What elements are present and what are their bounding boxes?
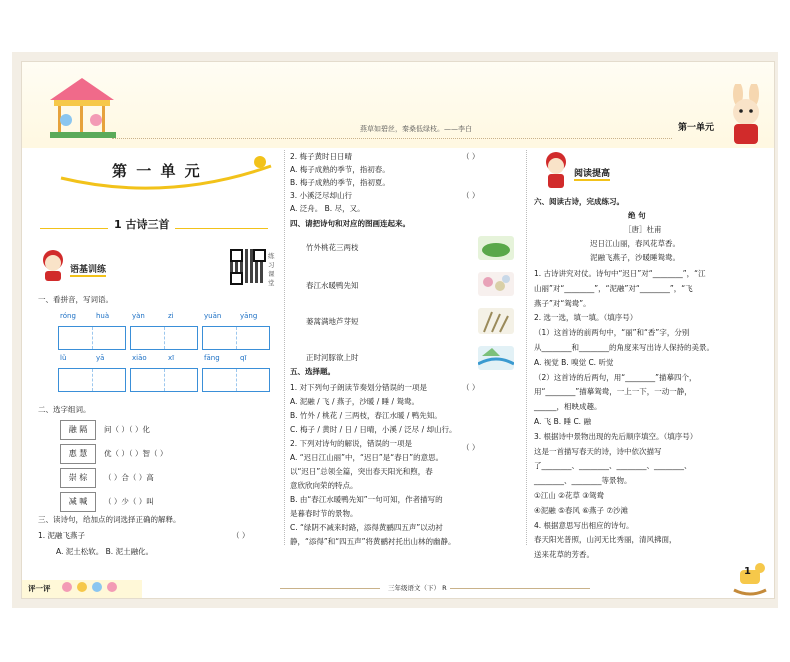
q5-paren-2: （ ） [462,443,480,452]
blossom-picture-icon [478,272,514,296]
header-quote: 燕草如碧丝，秦桑低绿枝。——李白 [360,125,472,133]
q5-paren-1: （ ） [462,383,480,392]
q3-item-1-options: A. 泥土松软。 B. 泥土融化。 [56,547,154,556]
right-line: ________、________等景物。 [534,476,632,486]
choice-blanks[interactable]: 问（ ）（ ）化 [104,425,151,434]
girl-mascot-icon [38,248,68,282]
carousel-icon [42,76,122,140]
right-line: 春天阳光普照，山河无比秀丽，清风拂面， [534,535,677,545]
writing-grid[interactable] [58,326,126,350]
column-divider [526,150,527,545]
right-line: 3. 根据诗中景物出现的先后顺序填空。（填序号） [534,431,698,441]
section-label-reading: 阅读提高 [574,166,610,181]
match-verse[interactable]: 正时河豚欲上时 [306,353,359,362]
right-line: 2. 选一选，填一填。（填序号） [534,313,638,323]
pinyin-label: xiāo [132,354,147,362]
right-line: 山丽”对“________”，“泥融”对“________”，“飞 [534,283,693,293]
choice-blanks[interactable]: （ ）合（ ）高 [104,473,154,482]
q5-line: 是暮春时节的景物。 [290,509,358,518]
poem-title: 绝 句 [628,211,646,220]
q5-line: B. 由“春江水暖鸭先知”一句可知，作者描写的 [290,495,443,504]
footer-book-title: 三年级语文（下） R [388,584,447,592]
column-divider [284,150,285,545]
footer-rule [450,588,590,589]
right-line: 用“________”描摹鸳鸯，一上一下，一动一静， [534,387,692,397]
choice-characters-box: 减 喊 [60,492,96,512]
writing-grid[interactable] [202,368,270,392]
river-picture-icon [478,346,514,370]
section-label-basics: 语基训练 [70,262,106,277]
question-3: 三、读诗句，给加点的词选择正确的解释。 [38,515,181,524]
right-line: 送来花草的芳香。 [534,550,594,560]
poem-line-2: 泥融飞燕子，沙暖睡鸳鸯。 [590,253,680,262]
choice-blanks[interactable]: 优（ ）（ ）智（ ） [104,449,168,458]
header-divider [112,138,672,139]
writing-grid[interactable] [58,368,126,392]
right-line: 了________、________、________、________、 [534,461,692,471]
choice-characters-box: 惠 慧 [60,444,96,464]
question-1: 一、看拼音，写词语。 [38,295,113,304]
right-line: A. 飞 B. 睡 C. 融 [534,417,591,426]
footer-evaluate-label: 评一评 [28,584,51,593]
q5-line: A. 泥融 / 飞 / 燕子，沙暖 / 睡 / 鸳鸯。 [290,397,419,406]
writing-grid[interactable] [130,326,198,350]
girl-mascot-icon [540,150,572,190]
q5-line: 1. 对下列句子朗读节奏划分错误的一项是 [290,383,428,392]
mid-line: 四、请把诗句和对应的图画连起来。 [290,219,410,228]
pinyin-label: róng [60,312,76,320]
right-line: 1. 古诗讲究对仗。诗句中“迟日”对“________”，“江 [534,269,706,278]
question-5: 五、选择题。 [290,367,335,376]
match-verse[interactable]: 春江水暖鸭先知 [306,281,359,290]
pinyin-label: zi [168,312,174,320]
qr-caption: 练习课堂 [268,252,275,287]
qr-corner [230,249,243,262]
question-2: 二、选字组词。 [38,405,91,414]
choice-blanks[interactable]: （ ）少（ ）叫 [104,497,154,506]
right-line: 这是一首描写春天的诗，诗中依次描写 [534,446,662,456]
pinyin-label: xī [168,354,175,362]
poem-author: ［唐］杜甫 [624,225,662,234]
q5-line: 意欣欣向荣的特点。 [290,481,358,490]
q5-line: A. “迟日江山丽”中，“迟日”是“春日”的意思。 [290,453,444,462]
writing-grid[interactable] [202,326,270,350]
reeds-picture-icon [478,308,514,334]
mid-line: A. 泛舟。 B. 尽，又。 [290,204,365,213]
unit-title: 第 一 单 元 [112,162,202,180]
right-line: （2）这首诗的后两句，用“________”描摹四个， [534,372,697,382]
pinyin-label: qī [240,354,247,362]
match-verse[interactable]: 竹外桃花三两枝 [306,243,359,252]
q5-line: B. 竹外 / 桃花 / 三两枝，春江水暖 / 鸭先知。 [290,411,442,420]
lesson-title: 1 古诗三首 [108,216,175,232]
pinyin-label: huà [96,312,110,320]
right-line: 从________和________的角度来写出诗人保持的美景。 [534,343,714,352]
pinyin-label: yuān [204,312,222,320]
mid-line: 2. 梅子黄时日日晴 [290,152,353,161]
rabbit-mascot-icon [722,84,770,146]
mid-paren-2: （ ） [462,152,480,161]
writing-grid[interactable] [130,368,198,392]
mid-line: 3. 小溪泛尽却山行 [290,191,353,200]
pinyin-label: yāng [240,312,258,320]
q5-line: 以“迟日”总领全篇，突出春天阳光和煦，春 [290,467,433,476]
question-6: 六、阅读古诗，完成练习。 [534,197,624,206]
header-band [22,62,774,148]
right-line: 4. 根据意思写出相应的诗句。 [534,520,634,530]
mid-line: B. 梅子成熟的季节，指初夏。 [290,178,390,187]
rating-flowers-icon [60,580,130,594]
q3-item-1-paren: （ ） [232,531,250,540]
pinyin-label: yàn [132,312,145,320]
choice-characters-box: 崇 棕 [60,468,96,488]
qr-corner [230,272,243,285]
right-line: A. 视觉 B. 嗅觉 C. 听觉 [534,357,614,367]
pinyin-label: fāng [204,354,220,362]
q5-line: C. 梅子 / 黄时 / 日 / 日晴，小溪 / 泛尽 / 却山行。 [290,425,457,434]
match-verse[interactable]: 蒌蒿满地芦芽短 [306,317,359,326]
unit-tag: 第一单元 [678,123,715,133]
q3-item-1: 1. 泥融飞燕子 [38,531,86,540]
footer-rule [280,588,380,589]
q5-line: 静，“添得”和“四五声”将黄鹂衬托出山林的幽静。 [290,537,456,546]
q5-line: C. “绿阴不减来时路，添得黄鹂四五声”以动衬 [290,523,443,532]
right-line: ______，相映成趣。 [534,402,602,412]
right-line: （1）这首诗的前两句中，“丽”和“香”字，分别 [534,328,690,338]
right-line: 燕子”对“鸳鸯”。 [534,298,591,308]
pinyin-label: yā [96,354,105,362]
pinyin-label: lǔ [60,354,67,362]
page-number: 1 [744,566,751,577]
qr-corner [253,249,266,262]
q5-line: 2. 下列对诗句的解说，错误的一项是 [290,439,413,448]
choice-characters-box: 融 隔 [60,420,96,440]
right-line: ④泥融 ⑤春风 ⑥燕子 ⑦沙滩 [534,505,629,515]
right-line: ①江山 ②花草 ③鸳鸯 [534,491,604,500]
mid-line: A. 梅子成熟的季节，指初春。 [290,165,390,174]
mid-paren-3: （ ） [462,191,480,200]
bamboo-picture-icon [478,236,514,260]
poem-line-1: 迟日江山丽，春风花草香。 [590,239,680,248]
